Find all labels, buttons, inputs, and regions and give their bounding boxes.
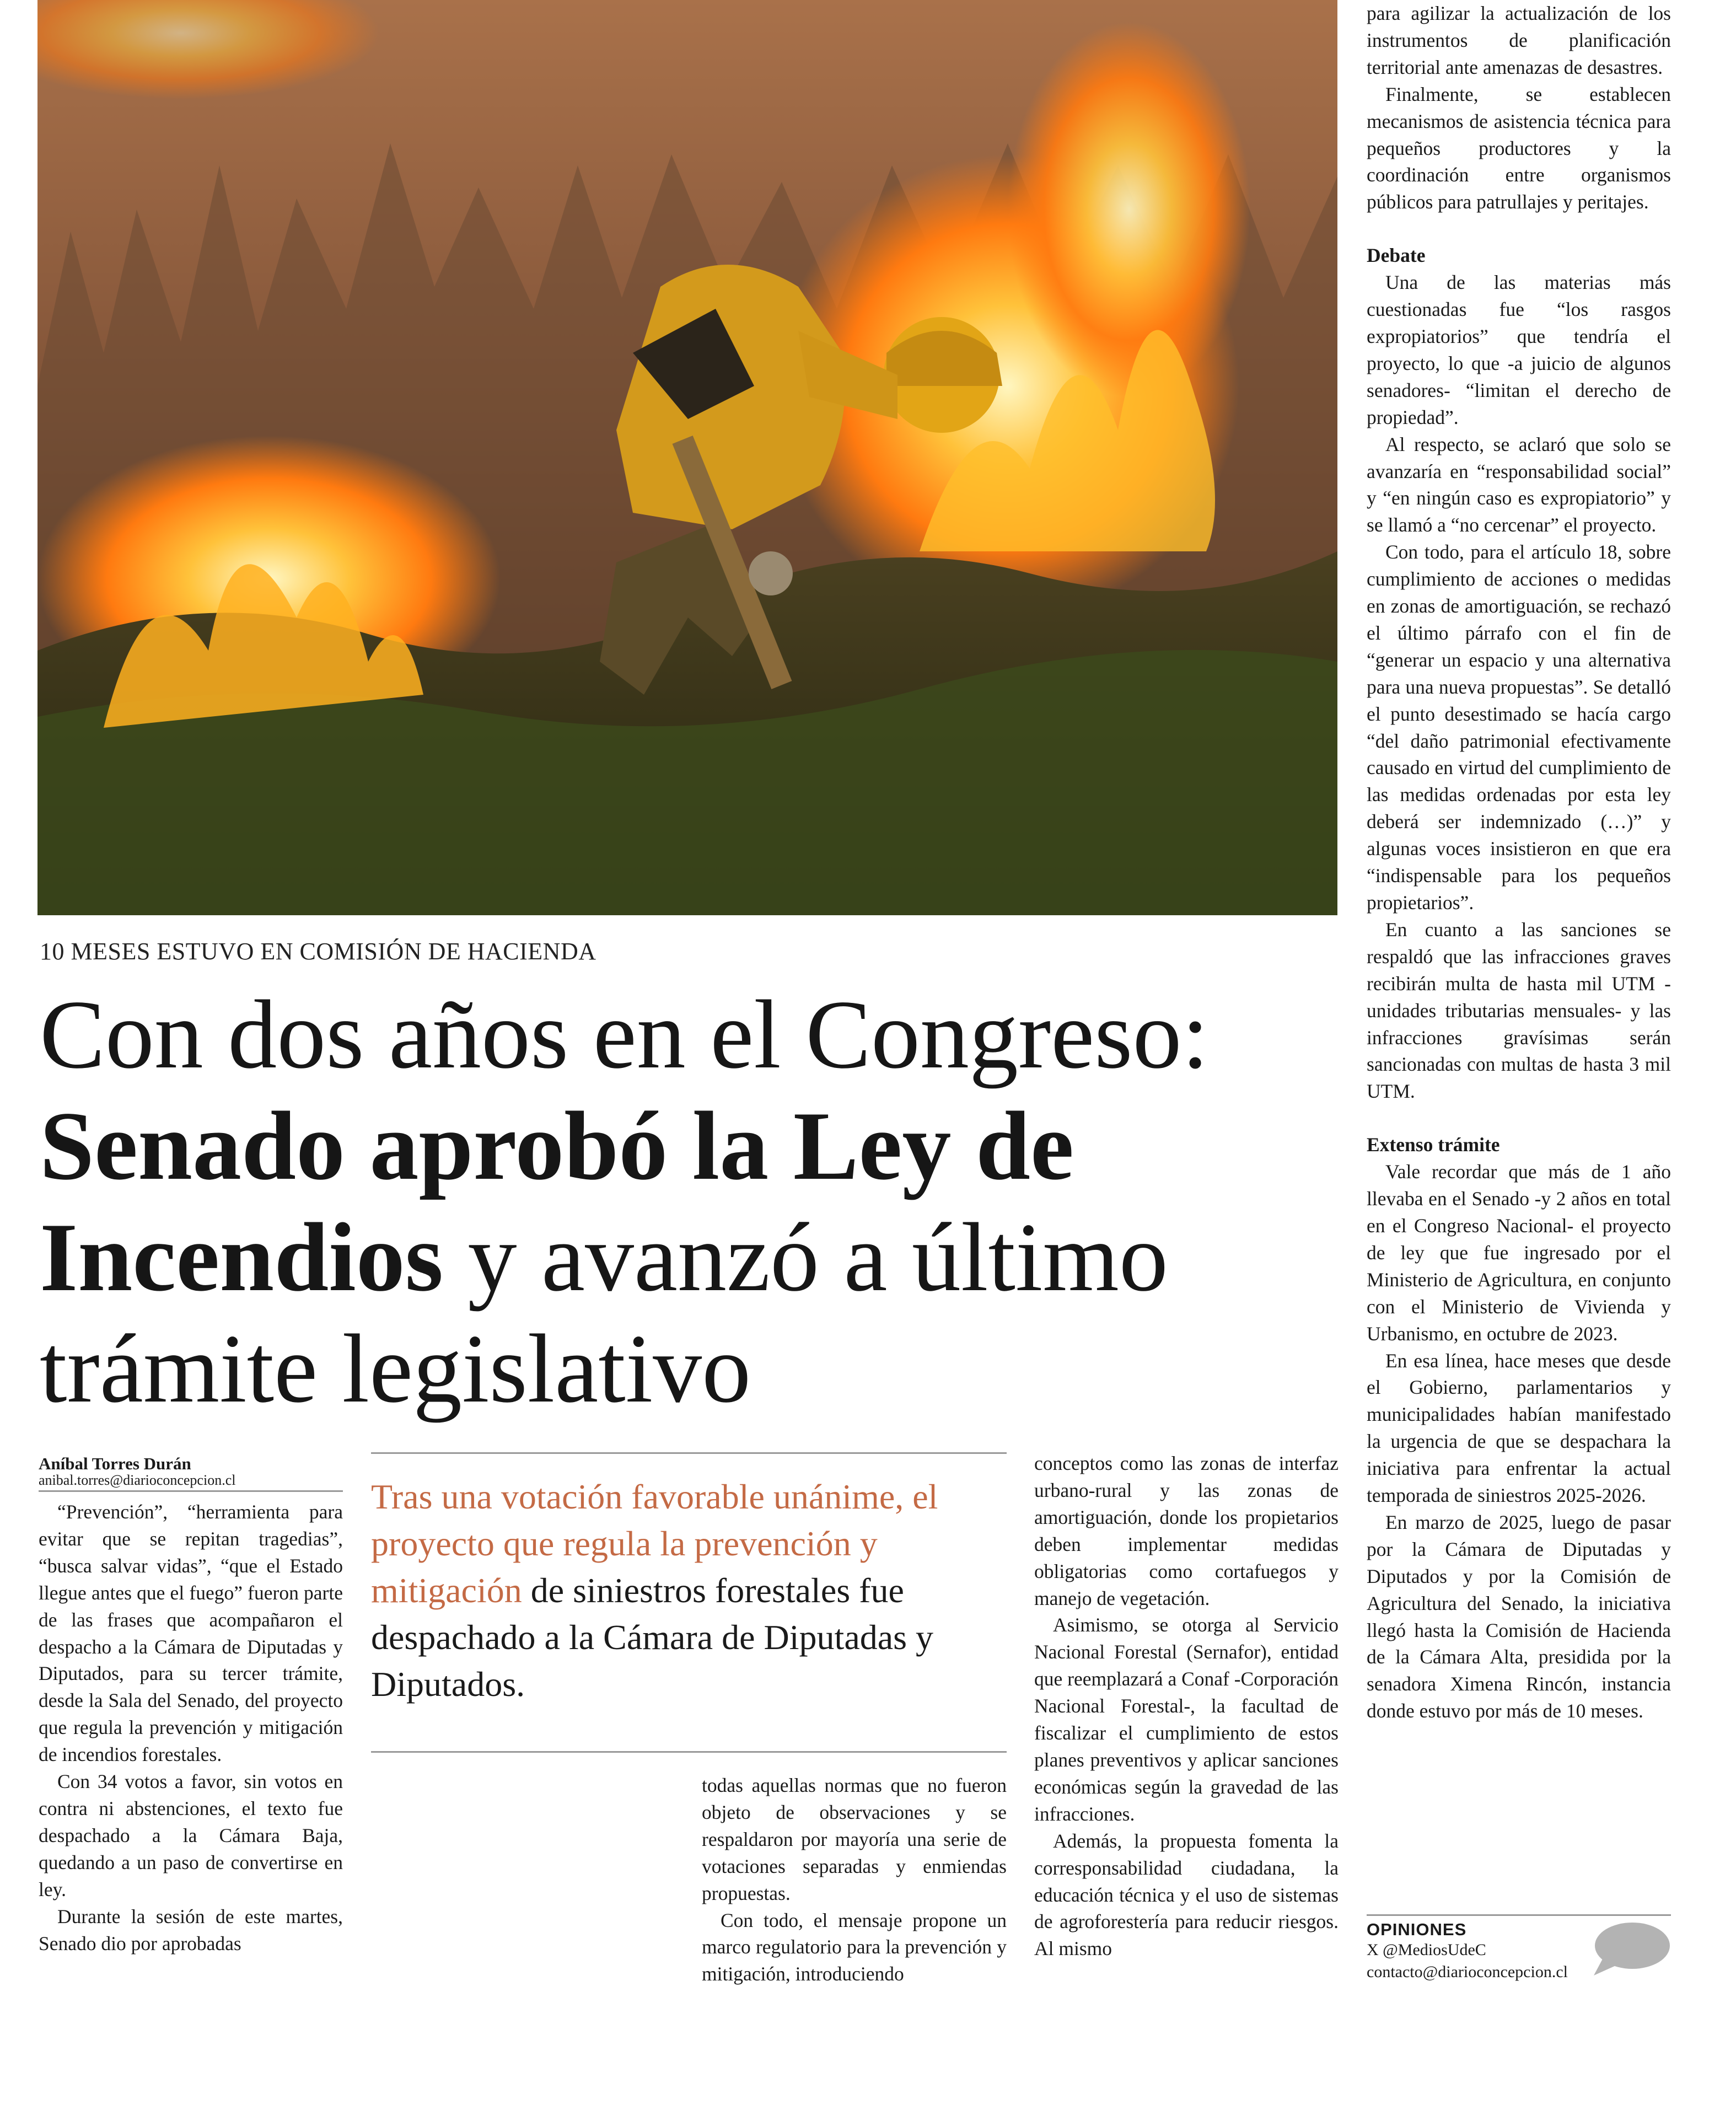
article-column-3: [1034, 1450, 1339, 1962]
speech-bubble-icon: [1590, 1920, 1671, 1978]
headline: [40, 979, 1330, 1424]
deck-bottom-rule: [371, 1751, 1007, 1753]
deck-rest: de siniestros forestales fue despachado a la Cámara de Diputadas y Diputados.: [371, 1571, 934, 1704]
paragraph: Con todo, para el artículo 18, sobre cumplimiento de acciones o medidas en zonas de amortiguación, se rechazó el último párrafo con el fin de “generar un espacio y una alternativa para una nueva propuestas”. Se detalló el punto desestimado se hacía cargo “del daño patrimonial efectivamente causado en virtud del cumplimiento de las medidas ordenadas por esta ley deberá ser indemnizado (…)” y algunas voces insistieron en que era “indispensable para los pequeños propietarios”.: [1367, 541, 1671, 914]
opinions-handle[interactable]: X @MediosUdeC: [1367, 1941, 1486, 1959]
opinions-title: OPINIONES: [1367, 1920, 1467, 1939]
byline-divider: [39, 1490, 343, 1492]
wildfire-photo: [37, 0, 1337, 915]
paragraph: Durante la sesión de este martes, Senado dio por aprobadas: [39, 1905, 343, 1955]
paragraph: Además, la propuesta fomenta la corresponsabilidad ciudadana, la educación técnica y el uso de sistemas de agroforestería para reducir riesgos. Al mismo: [1034, 1829, 1339, 1960]
paragraph: conceptos como las zonas de interfaz urbano-rural y las zonas de amortiguación, donde los propietarios deben implementar medidas obligatorias como cortafuegos y manejo de vegetación.: [1034, 1452, 1339, 1609]
paragraph: En cuanto a las sanciones se respaldó que las infracciones graves recibirán multa de hasta mil UTM -unidades tributarias mensuales- y las infracciones gravísimas serán sancionadas con multas de hasta 3 mil UTM.: [1367, 918, 1671, 1103]
subheading-tramite: Extenso trámite: [1367, 1134, 1500, 1156]
paragraph: “Prevención”, “herramienta para evitar que se repitan tragedias”, “busca salvar vidas”, “que el Estado llegue antes que el fuego” fueron parte de las frases que acompañaron el despacho a la Cámara de Diputadas y Diputados, para su tercer trámite, desde la Sala del Senado, del proyecto que regula la prevención y mitigación de incendios forestales.: [39, 1501, 343, 1766]
headline-rest: y avanzó a último trámite legislativo: [40, 1202, 1168, 1423]
headline-bold: Senado aprobó la Ley de Incendios: [40, 1091, 1074, 1312]
paragraph: Vale recordar que más de 1 año llevaba en el Senado -y 2 años en total en el Congreso Nacional- el proyecto de ley que fue ingresado por el Ministerio de Agricultura, en conjunto con el Ministerio de Vivienda y Urbanismo, en octubre de 2023.: [1367, 1161, 1671, 1345]
subheading-debate: Debate: [1367, 244, 1426, 267]
paragraph: En marzo de 2025, luego de pasar por la Cámara de Diputadas y Diputados y por la Comisión de Agricultura del Senado, la iniciativa llegó hasta la Comisión de Hacienda de la Cámara Alta, presidida por la senadora Ximena Rincón, instancia donde estuvo por más de 10 meses.: [1367, 1511, 1671, 1722]
article-column-2: [702, 1772, 1007, 1988]
paragraph: para agilizar la actualización de los instrumentos de planificación territorial ante amenazas de desastres.: [1367, 2, 1671, 78]
paragraph: Finalmente, se establecen mecanismos de asistencia técnica para pequeños productores y la coordinación entre organismos públicos para patrullajes y peritajes.: [1367, 83, 1671, 213]
kicker: 10 MESES ESTUVO EN COMISIÓN DE HACIENDA: [40, 938, 596, 965]
opinions-email[interactable]: contacto@diarioconcepcion.cl: [1367, 1963, 1568, 1981]
paragraph: Una de las materias más cuestionadas fue “los rasgos expropiatorios” que tendría el proyecto, lo que -a juicio de algunos senadores- “limitan el derecho de propiedad”.: [1367, 271, 1671, 428]
paragraph: todas aquellas normas que no fueron objeto de observaciones y se respaldaron por mayoría una serie de votaciones separadas y enmiendas propuestas.: [702, 1774, 1007, 1904]
paragraph: En esa línea, hace meses que desde el Gobierno, parlamentarios y municipalidades habían manifestado la urgencia de que se despachara la iniciativa para enfrentar la actual temporada de siniestros 2025-2026.: [1367, 1349, 1671, 1507]
paragraph: Con 34 votos a favor, sin votos en contra ni abstenciones, el texto fue despachado a la Cámara Baja, quedando a un paso de convertirse en ley.: [39, 1770, 343, 1900]
byline-email[interactable]: anibal.torres@diarioconcepcion.cl: [39, 1472, 236, 1488]
paragraph: Asimismo, se otorga al Servicio Nacional Forestal (Sernafor), entidad que reemplazará a Conaf -Corporación Nacional Forestal-, la facultad de fiscalizar el cumplimiento de estos planes preventivos y aplicar sanciones económicas según la gravedad de las infracciones.: [1034, 1614, 1339, 1825]
article-column-4: [1367, 0, 1671, 1725]
paragraph: Con todo, el mensaje propone un marco regulatorio para la prevención y mitigación, introduciendo: [702, 1909, 1007, 1985]
article-column-1: [39, 1499, 343, 1957]
deck-top-rule: [371, 1452, 1007, 1454]
headline-line1: Con dos años en el Congreso:: [40, 980, 1209, 1089]
byline-name: Aníbal Torres Durán: [39, 1454, 191, 1473]
article-deck: [371, 1473, 1007, 1708]
deck-accent: Tras una votación favorable unánime, el proyecto que regula la prevención y mitigación: [371, 1477, 938, 1610]
paragraph: Al respecto, se aclaró que solo se avanzaría en “responsabilidad social” y “en ningún caso es expropiatorio” y se llamó a “no cercenar” el proyecto.: [1367, 433, 1671, 536]
opinions-divider: [1367, 1914, 1671, 1916]
